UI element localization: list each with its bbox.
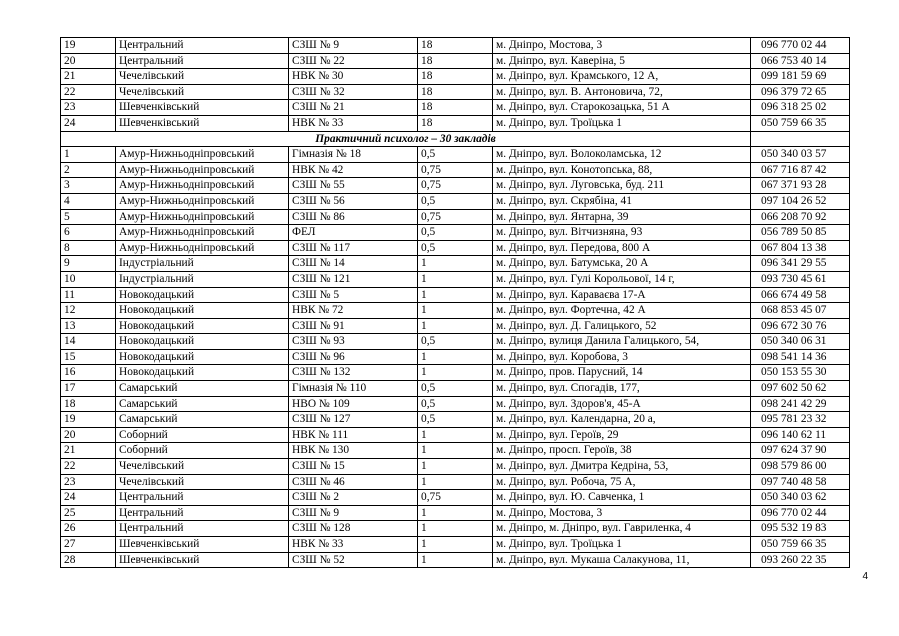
row-number-cell: 11 [61, 287, 116, 303]
table-row [61, 318, 850, 334]
phone-cell: 093 260 22 35 [751, 552, 850, 568]
phone-cell: 095 532 19 83 [751, 521, 850, 537]
address-cell: м. Дніпро, вул. Фортечна, 42 А [493, 303, 751, 319]
table-row [61, 287, 850, 303]
district-cell: Центральний [116, 38, 289, 54]
rate-cell: 0,5 [418, 225, 493, 241]
address-cell: м. Дніпро, вул. Янтарна, 39 [493, 209, 751, 225]
row-number-cell: 8 [61, 240, 116, 256]
district-cell: Новокодацький [116, 334, 289, 350]
address-cell: м. Дніпро, вул. Спогадів, 177, [493, 381, 751, 397]
school-cell: СЗШ № 5 [289, 287, 418, 303]
address-cell: м. Дніпро, вул. Батумська, 20 А [493, 256, 751, 272]
phone-cell: 097 104 26 52 [751, 193, 850, 209]
table-row [61, 115, 850, 131]
phone-cell: 098 241 42 29 [751, 396, 850, 412]
row-number-cell: 4 [61, 193, 116, 209]
table-row [61, 334, 850, 350]
address-cell: м. Дніпро, м. Дніпро, вул. Гавриленка, 4 [493, 521, 751, 537]
rate-cell: 0,5 [418, 334, 493, 350]
district-cell: Амур-Нижньодніпровський [116, 147, 289, 163]
district-cell: Центральний [116, 490, 289, 506]
school-cell: СЗШ № 15 [289, 459, 418, 475]
district-cell: Новокодацький [116, 365, 289, 381]
address-cell: м. Дніпро, вул. Волоколамська, 12 [493, 147, 751, 163]
address-cell: м. Дніпро, вул. Календарна, 20 а, [493, 412, 751, 428]
school-cell: НВК № 30 [289, 69, 418, 85]
row-number-cell: 20 [61, 427, 116, 443]
row-number-cell: 10 [61, 271, 116, 287]
district-cell: Чечелівський [116, 69, 289, 85]
row-number-cell: 14 [61, 334, 116, 350]
row-number-cell: 24 [61, 490, 116, 506]
phone-cell: 096 140 62 11 [751, 427, 850, 443]
phone-cell: 096 770 02 44 [751, 505, 850, 521]
address-cell: м. Дніпро, Мостова, 3 [493, 505, 751, 521]
district-cell: Шевченківський [116, 537, 289, 553]
rate-cell: 1 [418, 271, 493, 287]
row-number-cell: 21 [61, 443, 116, 459]
school-cell: СЗШ № 132 [289, 365, 418, 381]
table-row [61, 443, 850, 459]
address-cell: м. Дніпро, вул. Здоров'я, 45-А [493, 396, 751, 412]
rate-cell: 0,75 [418, 162, 493, 178]
phone-cell: 056 789 50 85 [751, 225, 850, 241]
district-cell: Чечелівський [116, 84, 289, 100]
table-row [61, 271, 850, 287]
row-number-cell: 27 [61, 537, 116, 553]
row-number-cell: 9 [61, 256, 116, 272]
address-cell: м. Дніпро, вул. Героїв, 29 [493, 427, 751, 443]
row-number-cell: 22 [61, 459, 116, 475]
row-number-cell: 12 [61, 303, 116, 319]
rate-cell: 0,5 [418, 240, 493, 256]
school-cell: СЗШ № 2 [289, 490, 418, 506]
table-row [61, 427, 850, 443]
district-cell: Чечелівський [116, 474, 289, 490]
rate-cell: 0,5 [418, 381, 493, 397]
phone-cell: 050 340 03 57 [751, 147, 850, 163]
rate-cell: 1 [418, 505, 493, 521]
rate-cell: 1 [418, 256, 493, 272]
address-cell: м. Дніпро, вул. Робоча, 75 А, [493, 474, 751, 490]
address-cell: м. Дніпро, вул. Вітчизняна, 93 [493, 225, 751, 241]
school-cell: СЗШ № 128 [289, 521, 418, 537]
school-cell: СЗШ № 21 [289, 100, 418, 116]
phone-cell: 093 730 45 61 [751, 271, 850, 287]
rate-cell: 1 [418, 459, 493, 475]
address-cell: м. Дніпро, пров. Парусний, 14 [493, 365, 751, 381]
rate-cell: 1 [418, 537, 493, 553]
address-cell: м. Дніпро, вул. Троїцька 1 [493, 537, 751, 553]
district-cell: Шевченківський [116, 100, 289, 116]
address-cell: м. Дніпро, вул. Крамського, 12 А, [493, 69, 751, 85]
row-number-cell: 17 [61, 381, 116, 397]
table-row [61, 162, 850, 178]
address-cell: м. Дніпро, вул. В. Антоновича, 72, [493, 84, 751, 100]
address-cell: м. Дніпро, вул. Каверіна, 5 [493, 53, 751, 69]
district-cell: Новокодацький [116, 349, 289, 365]
school-cell: СЗШ № 9 [289, 38, 418, 54]
rate-cell: 18 [418, 84, 493, 100]
address-cell: м. Дніпро, вул. Троїцька 1 [493, 115, 751, 131]
district-cell: Новокодацький [116, 303, 289, 319]
phone-cell: 050 153 55 30 [751, 365, 850, 381]
table-row [61, 53, 850, 69]
table-row [61, 38, 850, 54]
rate-cell: 0,5 [418, 396, 493, 412]
table-body-bottom [61, 147, 850, 568]
table-row [61, 349, 850, 365]
phone-cell: 050 340 06 31 [751, 334, 850, 350]
table-row [61, 84, 850, 100]
rate-cell: 18 [418, 53, 493, 69]
row-number-cell: 18 [61, 396, 116, 412]
address-cell: м. Дніпро, вул. Скрябіна, 41 [493, 193, 751, 209]
section-row [61, 131, 850, 147]
phone-cell: 099 181 59 69 [751, 69, 850, 85]
district-cell: Самарський [116, 381, 289, 397]
row-number-cell: 5 [61, 209, 116, 225]
rate-cell: 1 [418, 349, 493, 365]
district-cell: Шевченківський [116, 115, 289, 131]
school-cell: СЗШ № 86 [289, 209, 418, 225]
address-cell: м. Дніпро, вул. Конотопська, 88, [493, 162, 751, 178]
table-row [61, 505, 850, 521]
row-number-cell: 2 [61, 162, 116, 178]
address-cell: м. Дніпро, Мостова, 3 [493, 38, 751, 54]
phone-cell: 050 340 03 62 [751, 490, 850, 506]
address-cell: м. Дніпро, вул. Старокозацька, 51 А [493, 100, 751, 116]
table-row [61, 396, 850, 412]
row-number-cell: 1 [61, 147, 116, 163]
table-row [61, 365, 850, 381]
page-number: 4 [862, 571, 868, 582]
rate-cell: 18 [418, 100, 493, 116]
phone-cell: 097 602 50 62 [751, 381, 850, 397]
phone-cell: 096 341 29 55 [751, 256, 850, 272]
phone-cell: 097 740 48 58 [751, 474, 850, 490]
table-row [61, 225, 850, 241]
school-cell: Гімназія № 18 [289, 147, 418, 163]
rate-cell: 0,75 [418, 209, 493, 225]
district-cell: Центральний [116, 505, 289, 521]
row-number-cell: 23 [61, 474, 116, 490]
row-number-cell: 19 [61, 412, 116, 428]
row-number-cell: 24 [61, 115, 116, 131]
phone-cell: 067 371 93 28 [751, 178, 850, 194]
district-cell: Амур-Нижньодніпровський [116, 162, 289, 178]
district-cell: Чечелівський [116, 459, 289, 475]
rate-cell: 1 [418, 552, 493, 568]
school-cell: СЗШ № 9 [289, 505, 418, 521]
rate-cell: 0,5 [418, 193, 493, 209]
district-cell: Новокодацький [116, 287, 289, 303]
district-cell: Соборний [116, 427, 289, 443]
district-cell: Центральний [116, 521, 289, 537]
table-row [61, 552, 850, 568]
table-row [61, 303, 850, 319]
row-number-cell: 13 [61, 318, 116, 334]
row-number-cell: 6 [61, 225, 116, 241]
phone-cell: 066 208 70 92 [751, 209, 850, 225]
phone-cell: 067 804 13 38 [751, 240, 850, 256]
school-cell: СЗШ № 96 [289, 349, 418, 365]
school-cell: Гімназія № 110 [289, 381, 418, 397]
rate-cell: 18 [418, 69, 493, 85]
rate-cell: 0,75 [418, 490, 493, 506]
district-cell: Амур-Нижньодніпровський [116, 240, 289, 256]
phone-cell: 096 379 72 65 [751, 84, 850, 100]
school-cell: НВК № 33 [289, 537, 418, 553]
phone-cell: 096 318 25 02 [751, 100, 850, 116]
school-cell: НВК № 42 [289, 162, 418, 178]
school-cell: ФЕЛ [289, 225, 418, 241]
rate-cell: 1 [418, 521, 493, 537]
section-title: Практичний психолог – 30 закладів [61, 131, 751, 147]
district-cell: Амур-Нижньодніпровський [116, 193, 289, 209]
rate-cell: 0,75 [418, 178, 493, 194]
district-cell: Самарський [116, 396, 289, 412]
section-header [61, 131, 850, 147]
table-row [61, 147, 850, 163]
school-cell: СЗШ № 127 [289, 412, 418, 428]
school-cell: СЗШ № 14 [289, 256, 418, 272]
row-number-cell: 16 [61, 365, 116, 381]
district-cell: Індустріальний [116, 256, 289, 272]
table-body-top [61, 38, 850, 132]
phone-cell: 098 541 14 36 [751, 349, 850, 365]
district-cell: Шевченківський [116, 552, 289, 568]
address-cell: м. Дніпро, вул. Мукаша Салакунова, 11, [493, 552, 751, 568]
school-cell: СЗШ № 55 [289, 178, 418, 194]
row-number-cell: 19 [61, 38, 116, 54]
address-cell: м. Дніпро, вул. Караваєва 17-А [493, 287, 751, 303]
row-number-cell: 25 [61, 505, 116, 521]
phone-cell: 098 579 86 00 [751, 459, 850, 475]
table-row [61, 459, 850, 475]
table-row [61, 474, 850, 490]
rate-cell: 18 [418, 38, 493, 54]
phone-cell: 097 624 37 90 [751, 443, 850, 459]
rate-cell: 1 [418, 443, 493, 459]
school-cell: СЗШ № 56 [289, 193, 418, 209]
phone-cell: 050 759 66 35 [751, 115, 850, 131]
phone-cell: 096 672 30 76 [751, 318, 850, 334]
rate-cell: 18 [418, 115, 493, 131]
phone-cell: 066 753 40 14 [751, 53, 850, 69]
school-cell: СЗШ № 91 [289, 318, 418, 334]
rate-cell: 1 [418, 365, 493, 381]
district-cell: Індустріальний [116, 271, 289, 287]
table-row [61, 193, 850, 209]
school-cell: НВК № 130 [289, 443, 418, 459]
row-number-cell: 22 [61, 84, 116, 100]
district-cell: Новокодацький [116, 318, 289, 334]
address-cell: м. Дніпро, вул. Коробова, 3 [493, 349, 751, 365]
row-number-cell: 20 [61, 53, 116, 69]
district-cell: Центральний [116, 53, 289, 69]
school-cell: НВК № 33 [289, 115, 418, 131]
table-row [61, 178, 850, 194]
row-number-cell: 21 [61, 69, 116, 85]
phone-cell: 095 781 23 32 [751, 412, 850, 428]
table-row [61, 209, 850, 225]
rate-cell: 1 [418, 287, 493, 303]
table-row [61, 490, 850, 506]
school-cell: СЗШ № 32 [289, 84, 418, 100]
section-empty-cell [751, 131, 850, 147]
district-cell: Амур-Нижньодніпровський [116, 225, 289, 241]
address-cell: м. Дніпро, вул. Луговська, буд. 211 [493, 178, 751, 194]
table-row [61, 100, 850, 116]
rate-cell: 1 [418, 318, 493, 334]
schools-table [60, 37, 850, 568]
phone-cell: 068 853 45 07 [751, 303, 850, 319]
table-row [61, 521, 850, 537]
table-row [61, 69, 850, 85]
table-row [61, 537, 850, 553]
table-row [61, 412, 850, 428]
rate-cell: 1 [418, 427, 493, 443]
school-cell: НВК № 111 [289, 427, 418, 443]
phone-cell: 096 770 02 44 [751, 38, 850, 54]
rate-cell: 1 [418, 474, 493, 490]
address-cell: м. Дніпро, вул. Ю. Савченка, 1 [493, 490, 751, 506]
phone-cell: 066 674 49 58 [751, 287, 850, 303]
school-cell: СЗШ № 52 [289, 552, 418, 568]
table-row [61, 256, 850, 272]
district-cell: Самарський [116, 412, 289, 428]
district-cell: Амур-Нижньодніпровський [116, 178, 289, 194]
row-number-cell: 3 [61, 178, 116, 194]
rate-cell: 1 [418, 303, 493, 319]
school-cell: НВО № 109 [289, 396, 418, 412]
address-cell: м. Дніпро, вулиця Данила Галицького, 54, [493, 334, 751, 350]
address-cell: м. Дніпро, вул. Передова, 800 А [493, 240, 751, 256]
rate-cell: 0,5 [418, 147, 493, 163]
address-cell: м. Дніпро, вул. Д. Галицького, 52 [493, 318, 751, 334]
address-cell: м. Дніпро, просп. Героїв, 38 [493, 443, 751, 459]
district-cell: Соборний [116, 443, 289, 459]
phone-cell: 050 759 66 35 [751, 537, 850, 553]
school-cell: СЗШ № 46 [289, 474, 418, 490]
phone-cell: 067 716 87 42 [751, 162, 850, 178]
school-cell: СЗШ № 22 [289, 53, 418, 69]
school-cell: СЗШ № 121 [289, 271, 418, 287]
row-number-cell: 26 [61, 521, 116, 537]
row-number-cell: 28 [61, 552, 116, 568]
row-number-cell: 15 [61, 349, 116, 365]
rate-cell: 0,5 [418, 412, 493, 428]
district-cell: Амур-Нижньодніпровський [116, 209, 289, 225]
school-cell: НВК № 72 [289, 303, 418, 319]
school-cell: СЗШ № 93 [289, 334, 418, 350]
row-number-cell: 23 [61, 100, 116, 116]
school-cell: СЗШ № 117 [289, 240, 418, 256]
address-cell: м. Дніпро, вул. Дмитра Кедріна, 53, [493, 459, 751, 475]
address-cell: м. Дніпро, вул. Гулі Корольової, 14 г, [493, 271, 751, 287]
table-row [61, 381, 850, 397]
table-row [61, 240, 850, 256]
